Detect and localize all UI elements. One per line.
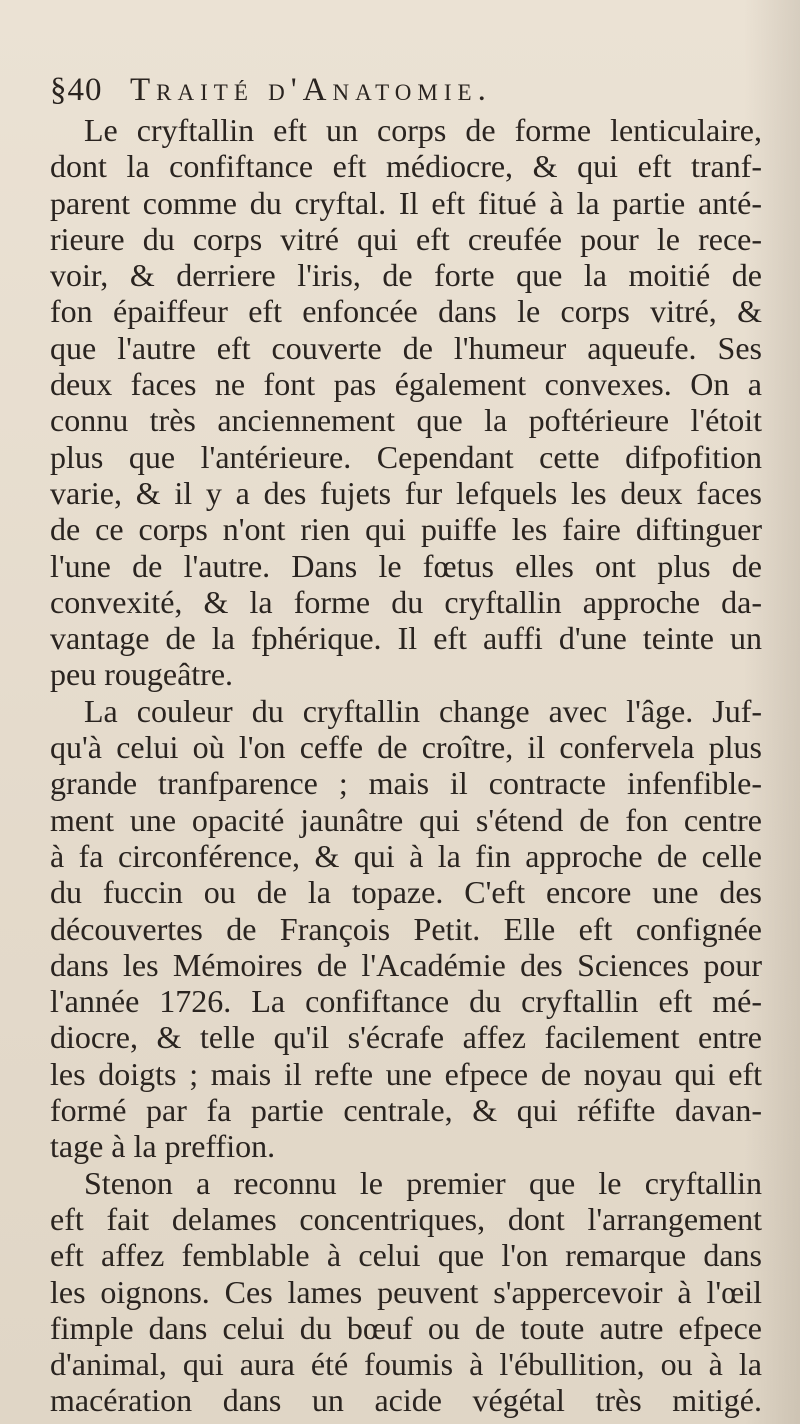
text-line: dont la confiftance eft médiocre, & qui eft tranf- — [50, 148, 762, 185]
text-line: rieure du corps vitré qui eft creufée pour le rece- — [50, 220, 762, 257]
text-line: l'année 1726. La confiftance du cryftallin eft mé- — [50, 983, 762, 1020]
text-line: parent comme du cryftal. Il eft fitué à la partie anté- — [50, 184, 762, 221]
text-line: La couleur du cryftallin change avec l'âge. Juf- — [84, 692, 762, 729]
text-line: grande tranfparence ; mais il contracte infenfible- — [50, 765, 762, 802]
text-line: les doigts ; mais il refte une efpece de noyau qui eft — [50, 1055, 762, 1092]
text-line: macération dans un acide végétal très mitigé. — [50, 1382, 762, 1419]
page-header — [50, 72, 492, 112]
text-line: eft affez femblable à celui que l'on remarque dans — [50, 1237, 762, 1274]
text-line: convexité, & la forme du cryftallin approche da- — [50, 583, 762, 620]
running-title: Traité d'Anatomie. — [130, 72, 492, 108]
text-line: du fuccin ou de la topaze. C'eft encore une des — [50, 874, 762, 911]
text-line: Le cryftallin eft un corps de forme lenticulaire, — [84, 112, 762, 148]
text-line: deux faces ne font pas également convexes. On a — [50, 366, 762, 403]
text-line: varie, & il y a des fujets fur lefquels les deux faces — [50, 474, 762, 511]
text-line: formé par fa partie centrale, & qui réfifte davan- — [50, 1092, 762, 1129]
text-line: ment une opacité jaunâtre qui s'étend de fon centre — [50, 801, 762, 838]
page-number: §40 — [50, 72, 103, 108]
text-line: les oignons. Ces lames peuvent s'appercevoir à l'œil — [50, 1273, 762, 1310]
text-line: vantage de la fphérique. Il eft auffi d'une teinte un — [50, 620, 762, 657]
text-line: fimple dans celui du bœuf ou de toute autre efpece — [50, 1309, 762, 1346]
text-line: d'animal, qui aura été foumis à l'ébullition, ou à la — [50, 1346, 762, 1383]
text-line: diocre, & telle qu'il s'écrafe affez facilement entre — [50, 1019, 762, 1056]
text-line: l'une de l'autre. Dans le fœtus elles ont plus de — [50, 547, 762, 584]
body-text — [50, 112, 762, 1419]
text-line: fon épaiffeur eft enfoncée dans le corps vitré, & — [50, 293, 762, 330]
text-line: peu rougeâtre. — [50, 656, 234, 693]
text-line: que l'autre eft couverte de l'humeur aqueufe. Ses — [50, 329, 762, 366]
text-line: découvertes de François Petit. Elle eft confignée — [50, 910, 762, 947]
text-line: plus que l'antérieure. Cependant cette difpofition — [50, 438, 762, 475]
text-line: voir, & derriere l'iris, de forte que la moitié de — [50, 257, 762, 294]
text-line: Stenon a reconnu le premier que le cryftallin — [84, 1164, 762, 1201]
text-line: eft fait delames concentriques, dont l'arrangement — [50, 1200, 762, 1237]
text-line: à fa circonférence, & qui à la fin approche de celle — [50, 837, 762, 874]
text-line: dans les Mémoires de l'Académie des Sciences pour — [50, 946, 762, 983]
text-line: qu'à celui où l'on ceffe de croître, il confervela plus — [50, 729, 762, 766]
text-line: tage à la preffion. — [50, 1128, 276, 1165]
text-line: connu très anciennement que la poftérieure l'étoit — [50, 402, 762, 439]
text-line: de ce corps n'ont rien qui puiffe les faire diftinguer — [50, 511, 762, 548]
